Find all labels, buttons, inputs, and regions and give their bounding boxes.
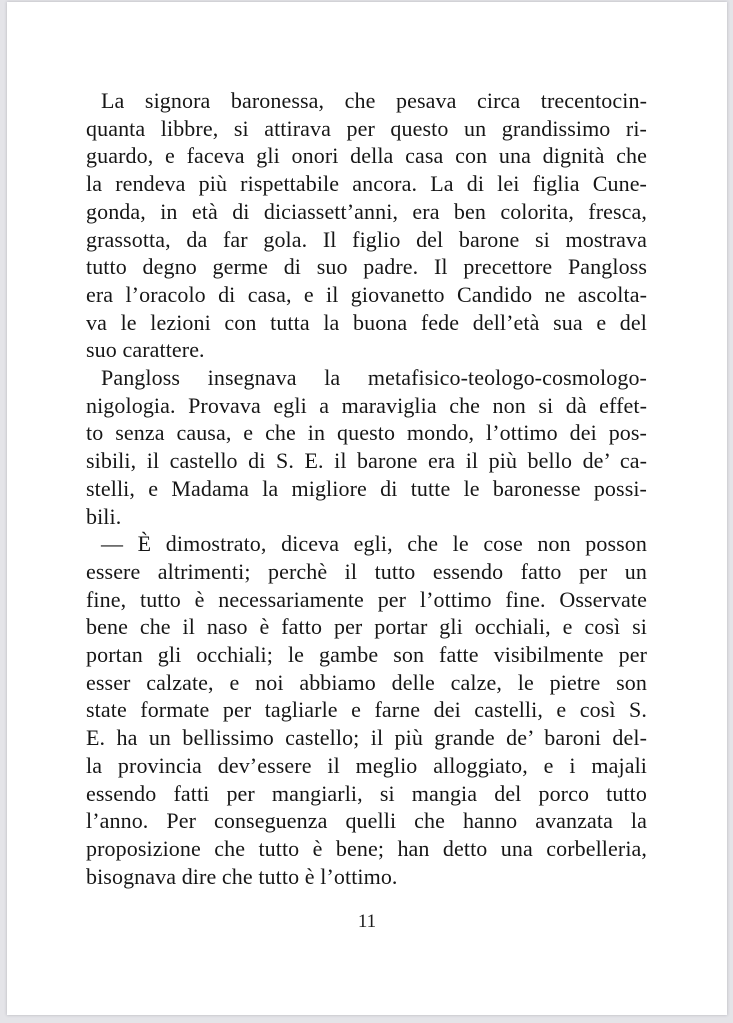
text-line: bene che il naso è fatto per portar gli occhiali, e così si (86, 614, 647, 640)
text-line: bisognava dire che tutto è l’ottimo. (86, 863, 398, 889)
text-line: bili. (86, 503, 122, 529)
text-line: proposizione che tutto è bene; han detto una corbelleria, (86, 835, 647, 861)
text-line: Pangloss insegnava la metafisico-teologo-cosmologo- (101, 365, 647, 391)
paragraph (86, 530, 647, 890)
text-line: state formate per tagliarle e farne dei castelli, e così S. (86, 697, 647, 723)
book-page (7, 2, 727, 1015)
text-line: portan gli occhiali; le gambe son fatte visibilmente per (86, 642, 647, 668)
text-line: quanta libbre, si attirava per questo un grandissimo ri- (86, 115, 647, 141)
page-number: 11 (357, 911, 377, 932)
text-line: stelli, e Madama la migliore di tutte le baronesse possi- (86, 475, 647, 501)
paragraph (86, 364, 647, 530)
text-line: l’anno. Per conseguenza quelli che hanno avanzata la (86, 808, 647, 834)
text-line: la provincia dev’essere il meglio alloggiato, e i majali (86, 752, 647, 778)
text-line: gonda, in età di diciassett’anni, era ben colorita, fresca, (86, 198, 647, 224)
text-column (86, 87, 647, 890)
text-line: guardo, e faceva gli onori della casa con una dignità che (86, 143, 647, 169)
text-line: — È dimostrato, diceva egli, che le cose non posson (101, 531, 647, 557)
text-line: nigologia. Provava egli a maraviglia che non si dà effet- (86, 392, 647, 418)
text-line: la rendeva più rispettabile ancora. La di lei figlia Cune- (86, 171, 647, 197)
text-line: sibili, il castello di S. E. il barone era il più bello de’ ca- (86, 448, 647, 474)
text-line: essendo fatti per mangiarli, si mangia del porco tutto (86, 780, 647, 806)
text-line: tutto degno germe di suo padre. Il precettore Pangloss (86, 254, 647, 280)
text-line: va le lezioni con tutta la buona fede dell’età sua e del (86, 309, 647, 335)
text-line: fine, tutto è necessariamente per l’ottimo fine. Osservate (86, 586, 647, 612)
text-line: era l’oracolo di casa, e il giovanetto Candido ne ascolta- (86, 281, 647, 307)
text-line: La signora baronessa, che pesava circa trecentocin- (101, 88, 647, 113)
paragraph (86, 87, 647, 364)
text-line: esser calzate, e noi abbiamo delle calze, le pietre son (86, 669, 647, 695)
text-line: essere altrimenti; perchè il tutto essendo fatto per un (86, 558, 647, 584)
text-line: E. ha un bellissimo castello; il più grande de’ baroni del- (86, 725, 647, 751)
text-line: to senza causa, e che in questo mondo, l’ottimo dei pos- (86, 420, 647, 446)
text-line: suo carattere. (86, 337, 205, 363)
text-line: grassotta, da far gola. Il figlio del barone si mostrava (86, 226, 647, 252)
